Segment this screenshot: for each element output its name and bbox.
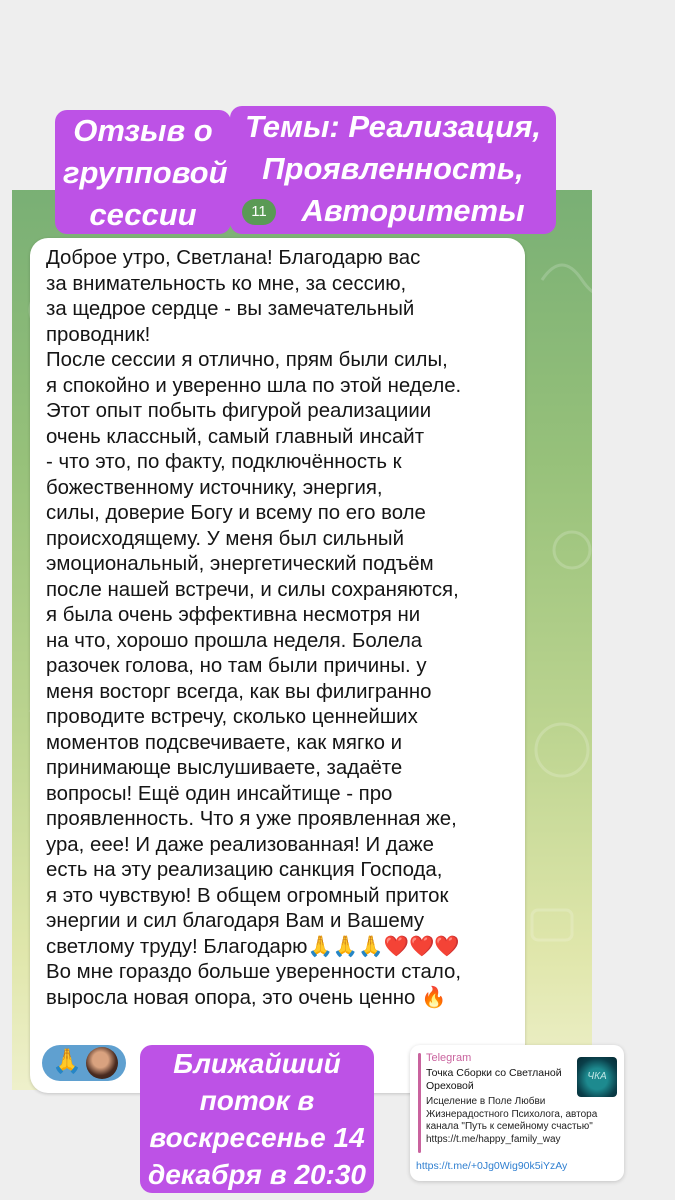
message-line: После сессии я отлично, прям были силы, (46, 349, 448, 371)
unread-count-badge[interactable]: 11 (242, 199, 276, 225)
message-line: разочек голова, но там были причины. у (46, 655, 427, 677)
channel-thumbnail: ЧКА (577, 1057, 617, 1097)
message-line: энергии и сил благодаря Вам и Вашему (46, 910, 425, 932)
reactor-avatar (86, 1047, 118, 1079)
message-line: - что это, по факту, подключённость к (46, 451, 402, 473)
next-session-chip (140, 1045, 374, 1193)
next-session-line-3: воскресенье 14 (149, 1122, 365, 1153)
message-line: проводник! (46, 323, 151, 346)
message-text (46, 246, 521, 1011)
preview-accent-bar (418, 1053, 421, 1153)
message-line: выросла новая опора, это очень ценно 🔥 (46, 986, 447, 1009)
message-line: очень классный, самый главный инсайт (46, 425, 425, 448)
praying-hands-reaction-icon: 🙏 (52, 1048, 82, 1075)
review-title-chip (55, 110, 231, 234)
next-session-line-1: Ближайший (173, 1048, 341, 1079)
message-line: после нашей встречи, и силы сохраняются, (46, 578, 459, 601)
message-line: за щедрое сердце - вы замечательный (46, 298, 415, 320)
message-line: божественному источнику, энергия, (46, 476, 383, 499)
message-line: вопросы! Ещё один инсайтище - про (46, 782, 393, 805)
message-line: происходящему. У меня был сильный (46, 527, 404, 550)
message-line: моментов подсвечиваете, как мягко и (46, 731, 402, 754)
next-session-line-2: поток в (199, 1085, 315, 1116)
message-line: я это чувствую! В общем огромный приток (46, 884, 449, 907)
message-line: Этот опыт побыть фигурой реализациии (46, 400, 432, 422)
message-line: меня восторг всегда, как вы филигранно (46, 680, 432, 703)
message-line: проводите встречу, сколько ценнейших (46, 706, 418, 728)
message-line: Доброе утро, Светлана! Благодарю вас (46, 247, 421, 269)
review-title-line-1: Отзыв о (73, 113, 213, 148)
message-line: я была очень эффективна несмотря ни (46, 604, 421, 626)
invite-link[interactable]: https://t.me/+0Jg0Wig90k5iYzAy (416, 1160, 568, 1172)
topics-title-line-1: Темы: Реализация, (245, 109, 541, 144)
preview-source-label: Telegram (426, 1052, 472, 1064)
next-session-line-4: декабря в 20:30 (148, 1159, 366, 1190)
review-title-line-3: сессии (89, 197, 197, 232)
message-line: силы, доверие Богу и всему по его воле (46, 502, 426, 524)
preview-title: Точка Сборки со Светланой Ореховой (426, 1067, 562, 1092)
topics-title-line-3: Авторитеты (301, 193, 525, 228)
message-line: эмоциональный, энергетический подъём (46, 553, 434, 575)
topics-title-chip (230, 106, 556, 234)
review-title-line-2: групповой (63, 155, 228, 190)
message-line: я спокойно и уверенно шла по этой неделе. (46, 374, 462, 397)
preview-description: Исцеление в Поле Любви Жизнерадостного Психолога, автора канала "Путь к семейному счастью" https://t.me/happy_family_way (426, 1096, 598, 1145)
message-line: за внимательность ко мне, за сессию, (46, 272, 407, 295)
message-line: принимающе выслушиваете, задаёте (46, 757, 403, 779)
message-line: есть на эту реализацию санкция Господа, (46, 859, 443, 881)
message-line: ура, еее! И даже реализованная! И даже (46, 833, 435, 856)
message-line: проявленность. Что я уже проявленная же, (46, 808, 457, 830)
message-line: на что, хорошо прошла неделя. Болела (46, 629, 423, 652)
topics-title-line-2: Проявленность, (262, 151, 524, 186)
message-line: светлому труду! Благодарю🙏🙏🙏❤️❤️❤️ (46, 935, 460, 958)
message-line: Во мне гораздо больше уверенности стало, (46, 961, 461, 983)
